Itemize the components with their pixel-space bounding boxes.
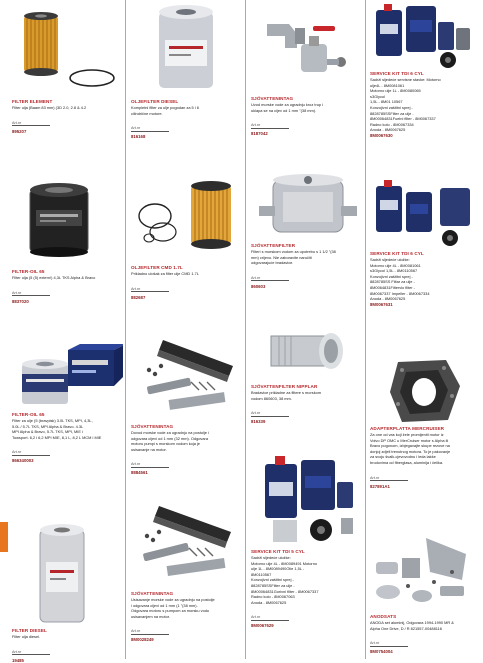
art-nr-label: Art.nr bbox=[251, 276, 289, 281]
product-title: FILTER DIESEL bbox=[12, 628, 47, 633]
product-title: FILTER ELEMENT bbox=[12, 99, 53, 104]
product-description: Usisavanje morske vode za ugradnju na postolje i odgovara cijevi od 1 mm (1 "(38 mm). Odgovara motoru s pumpom za morsku vodu usisavanjem na motor. bbox=[131, 597, 215, 619]
product-description: Dovod morske vode za ugradnju na postolje i odgovara cijevi od 1 mm (32 mm). Odgovara motoru pumpi s morskom vodom koja je usisavanje na motor. bbox=[131, 430, 209, 452]
service-kit-image bbox=[249, 452, 363, 548]
oil-filter-image bbox=[10, 174, 123, 266]
product-title: SERVICE KIT TDI 6 CYL bbox=[370, 251, 424, 256]
art-nr-value: 8M0754004 bbox=[370, 649, 393, 655]
product-description: Kompletni filter za ulje pogodan za 5 i 6 cilindrične motore. bbox=[131, 105, 199, 116]
product-description: Filter ulja diesel. bbox=[12, 634, 41, 639]
art-nr-label: Art.nr bbox=[251, 411, 289, 416]
oil-filter-with-box-image bbox=[10, 344, 123, 410]
art-nr-value: 882687 bbox=[131, 294, 146, 300]
product-title: OLJEFILTER CMD 1.7L bbox=[131, 265, 183, 270]
art-nr-value: 827891A1 bbox=[370, 483, 390, 489]
art-nr-value: 866340003 bbox=[12, 458, 34, 464]
art-nr-value: 8M0067630 bbox=[370, 132, 393, 138]
product-title: FILTER-OIL 65 bbox=[12, 412, 45, 417]
catalog-column-2 bbox=[129, 0, 243, 659]
product-description: Filter ulja (Baam 83 mm) (3D 2.0, 2.8 & 4.2 bbox=[12, 105, 87, 110]
service-kit-image bbox=[368, 2, 482, 72]
product-title: ANODSATS bbox=[370, 614, 397, 619]
art-nr-value: 19485 bbox=[12, 657, 24, 663]
anode-kit-image bbox=[368, 532, 482, 612]
product-title: SJÖVATTENFILTER bbox=[251, 243, 296, 248]
art-nr-label: Art.nr bbox=[251, 615, 289, 620]
art-nr-value: 816339 bbox=[251, 419, 266, 425]
oil-filter-element-image bbox=[10, 4, 123, 96]
art-nr-label: Art.nr bbox=[131, 629, 169, 634]
art-nr-label: Art.nr bbox=[370, 476, 408, 481]
art-nr-value: 816168 bbox=[131, 134, 146, 140]
column-divider bbox=[365, 0, 366, 659]
art-nr-label: Art.nr bbox=[251, 123, 289, 128]
catalog-column-3 bbox=[249, 0, 363, 659]
product-description: Filter za ulje (5 (bravpisk) 3.0L TKS, MPI, 4,3L, 5.0L / 5.7L TKS, MPI Alpha & Bravo. 4.3L MPI Alpha & Bravo, 5.7L TKS, MPI, MIE i Towsport. 6,2 i 6,2 MPI MIE, 8,1 L, 8,2 L MCM i MIE bbox=[12, 418, 102, 440]
product-title: OLJEFILTER DIESEL bbox=[131, 99, 179, 104]
art-nr-value: 895207 bbox=[12, 128, 27, 134]
product-description: Za one od vas koji žele promijeniti motor iz Volvo DP OMC u MerCruiser motor s Alpha ili Bravo pogonom, izbjegavajte skupe rezove na donjoj zdjeli trenutnog motora. To je pakovanje za svoju švalk-cjevovodnu i leda lakše brodovima od fiberglasa, aluminija i čelika. bbox=[370, 432, 451, 465]
service-kit-image bbox=[368, 178, 482, 250]
art-nr-label: Art.nr bbox=[12, 121, 50, 126]
art-nr-value: 8M0067631 bbox=[370, 301, 393, 307]
seawater-intake-kit-image bbox=[129, 502, 243, 590]
column-divider bbox=[125, 0, 126, 659]
product-title: SJÖVATTENINTAG bbox=[131, 591, 174, 596]
hose-nipple-image bbox=[249, 318, 363, 382]
product-description: Filter ulja (5 (5) extern!) 4,3L TKS Alpha & Bravo bbox=[12, 275, 96, 280]
product-description: Uvod morske vode za ugradnju kroz trup i uklapa se na cijev od 1 mm "(38 mm). bbox=[251, 102, 324, 113]
art-nr-value: 8884561 bbox=[131, 470, 148, 476]
catalog-column-1 bbox=[10, 0, 123, 663]
page-edge-tab bbox=[0, 522, 8, 552]
product-title: SJÖVATTENFILTER NIPPLAR bbox=[251, 384, 318, 389]
art-nr-label: Art.nr bbox=[370, 641, 408, 646]
product-title: ADAPTERPLATTA MERCRUISER bbox=[370, 426, 445, 431]
product-title: FILTER-OIL 65 bbox=[12, 269, 45, 274]
art-nr-label: Art.nr bbox=[131, 287, 169, 292]
seawater-strainer-image bbox=[249, 166, 363, 242]
seawater-valve-fitting-image bbox=[249, 4, 363, 92]
product-description: Sadrži sljedeće servisne stavke: Motorno ulje4L - 8M0081061 Motorno ulje 1L - 8M0080065 s3Glycol 1,5L - 8M01 10567 Konzojivni zaštitni sprej - 8828785SSFilter za ulje - 8M00064831Fuelni filter - 8M0067337 Radno kolo - 8M0067334 Anoda - 8M0067625 bbox=[370, 77, 441, 133]
product-title: SJÖVATTENINTAG bbox=[251, 96, 294, 101]
product-title: SERVICE KIT TDI 5 CYL bbox=[251, 549, 305, 554]
art-nr-value: 8187042 bbox=[251, 131, 268, 137]
product-description: Prikladno ulošak za filter ulje CMD 1.7L bbox=[131, 271, 199, 276]
art-nr-label: Art.nr bbox=[131, 126, 169, 131]
art-nr-label: Art.nr bbox=[12, 650, 50, 655]
product-description: Sadrži sljedeće uložke: Motorno ulje 4L - 8M0089491 Motorno ulje 1L - 8M0089490Olie 1,5L - 8M0110567 Konzojivni zaštitni sprej - 8828785SSFilter za ulje - 8M00064831Gorivni filter - 8M0067337 Radno kolo - 8M0067063 Anoda - 8M0067625 bbox=[251, 555, 319, 605]
adapter-plate-image bbox=[368, 356, 482, 426]
cartridge-filter-with-orings-image bbox=[129, 176, 243, 260]
art-nr-label: Art.nr bbox=[131, 462, 169, 467]
diesel-oil-filter-image bbox=[129, 2, 243, 92]
art-nr-label: Art.nr bbox=[12, 450, 50, 455]
product-description: Sadrži sljedeće uložke: Motorno ulje 4L - 8M0081061 s3Glycol 1,5L - 8M0110567 Konzojivni zaštitni sprej - 8828785SS Filtar za ulje - 8M0064831Filtervlo filter - 8M0067337 Impeller - 8M0067334 Anoda - 8M0067625 bbox=[370, 257, 430, 302]
product-title: SJÖVATTENINTAG bbox=[131, 424, 174, 429]
art-nr-value: 8837020 bbox=[12, 298, 29, 304]
diesel-filter-image bbox=[10, 516, 123, 626]
seawater-intake-kit-image bbox=[129, 338, 243, 422]
product-description: ANODA set aluminij, Odgovara 1994-1990 MR & Alpha One Drive, D / R 821557-00488116 bbox=[370, 620, 454, 631]
art-nr-value: 8M0067629 bbox=[251, 623, 274, 629]
art-nr-value: 860603 bbox=[251, 283, 266, 289]
product-description: Filteri s morskom vodom za upotrebu s 1 1/2 "(38 mm) crijevo. Nie zaboravite naručiti odgovarajuće bradavice. bbox=[251, 249, 336, 266]
product-title: SERVICE KIT TDI 6 CYL bbox=[370, 71, 424, 76]
catalog-column-4 bbox=[368, 0, 482, 659]
art-nr-value: 8M0028249 bbox=[131, 637, 154, 643]
art-nr-label: Art.nr bbox=[12, 291, 50, 296]
column-divider bbox=[245, 0, 246, 659]
product-description: Bradavice prikladne za filtere s morskom vodom 860603, 38 mm. bbox=[251, 390, 322, 401]
